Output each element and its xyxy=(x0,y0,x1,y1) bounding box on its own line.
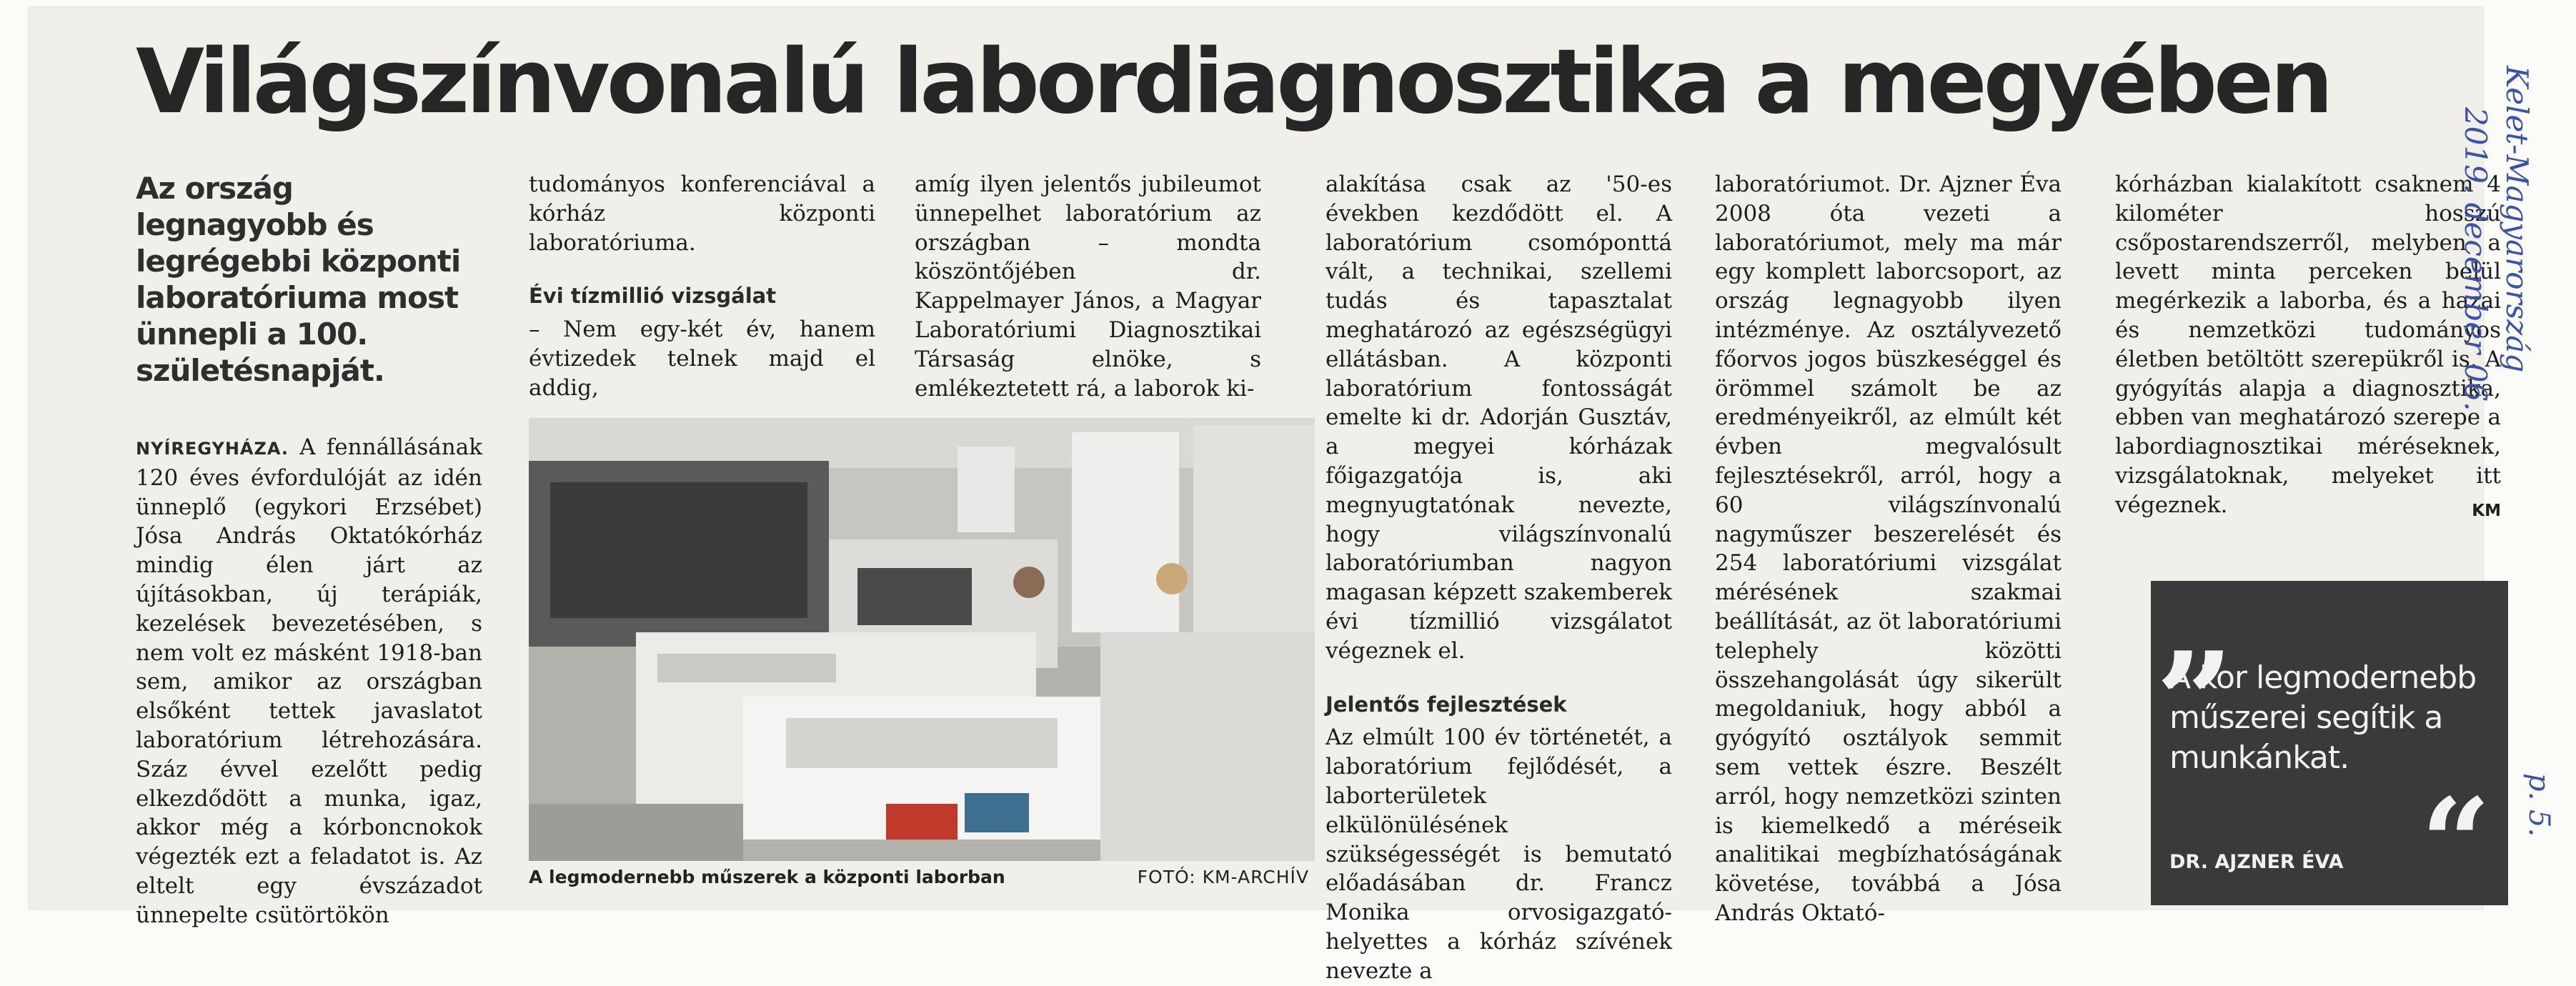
column-6-text: kórházban kialakított csaknem 4 kilométer hosszú csőpostarendszerről, melyben a levett minta perceken belül megérkezik a laborba, és a hazai és nemzetközi tudományos életben betöltött szerepükről is. A gyógyítás alapja a diagnosztika, ebben van meghatározó szerepe a labordiagnosztikai méréseknek, vizsgálatoknak, melyeket itt végeznek. xyxy=(2115,171,2501,518)
laboratory-photo-illustration xyxy=(529,418,1315,861)
pull-quote-text: A kor legmodernebb műszerei segítik a munkánkat. xyxy=(2169,659,2477,776)
dateline: NYÍREGYHÁZA. xyxy=(136,439,289,459)
author-signature: KM xyxy=(2472,501,2501,520)
article-column-5 xyxy=(1715,170,2062,928)
column-4-body: alakítása csak az '50-es években kezdődött el. A laboratórium csomóponttá vált, a technikai, szellemi tudás és tapasztalat meghatározó az egészségügyi ellátásban. A központi laboratórium fontosságát emelte ki dr. Adorján Gusztáv, a megyei kórházak főigazgatója is, aki megnyugtatónak nevezte, hogy világszínvonalú laboratóriumban nagyon magasan képzett szakemberek évi tízmillió vizsgálatot végeznek el. xyxy=(1326,171,1672,664)
open-quote-icon: „ xyxy=(2158,544,2237,704)
caption-text: A legmodernebb műszerek a központi laborban xyxy=(529,867,1005,887)
article-column-1 xyxy=(136,170,482,930)
laboratory-photo xyxy=(529,418,1315,861)
photo-caption xyxy=(529,862,1315,893)
handwritten-source-note: Kelet-Magyarország xyxy=(2500,66,2535,373)
photo-credit: FOTÓ: KM-ARCHÍV xyxy=(1137,867,1309,887)
column-3-body: amíg ilyen jelentős jubileumot ünnepelhet laboratórium az országban – mondta köszöntőjében dr. Kappelmayer János, a Magyar Laboratóriumi Diagnosztikai Társaság elnöke, s emlékeztetett rá, a laborok ki- xyxy=(915,171,1261,402)
close-quote-icon: “ xyxy=(2421,772,2491,915)
column-5-body: laboratóriumot. Dr. Ajzner Éva 2008 óta vezeti a laboratóriumot, mely ma már egy komplett laborcsoport, az ország legnagyobb ilyen intézménye. Az osztályvezető főorvos jogos büszkeséggel és örömmel számolt be az eredményeikről, az elmúlt két évben megvalósult fejlesztésekről, arról, hogy a 60 világszínvonalú nagyműszer beszerelését és 254 laboratóriumi vizsgálat mérésének szakmai beállítását, az öt laboratóriumi telephely közötti összehangolását úgy sikerült megoldaniuk, hogy abból a gyógyító osztályok semmit sem vettek észre. Beszélt arról, hogy nemzetközi szinten is kiemelkedő a méréseik analitikai megbízhatóságának követése, továbbá a Jósa András Oktató- xyxy=(1715,171,2062,926)
column-1-body: A fennállásának 120 éves évfordulóját az idén ünneplő (egykori Erzsébet) Jósa András Oktatókórház mindig élen járt az újításokban, új terápiák, kezelések bevezetésében, s nem volt ez másként 1918-ban sem, amikor az országban elsőként tettek javaslatot laboratórium létrehozására. Száz évvel ezelőtt pedig elkezdődött a munka, igaz, akkor még a kórboncnokok végezték ezt a feladatot is. Az eltelt egy évszázadot ünnepelte csütörtökön xyxy=(136,434,482,928)
column-1-text xyxy=(136,433,482,930)
handwritten-page-note: p. 5. xyxy=(2522,773,2555,837)
article-column-3 xyxy=(915,170,1261,403)
subhead-annual-tests: Évi tízmillió vizsgálat xyxy=(529,284,777,309)
headline: Világszínvonalú labordiagnosztika a megyében xyxy=(136,31,2330,134)
subhead-developments: Jelentős fejlesztések xyxy=(1326,692,1567,717)
lead-paragraph: Az ország legnagyobb és legrégebbi központi laboratóriuma most ünnepli a 100. születésnapját. xyxy=(136,171,461,388)
column-4-body-continued: Az elmúlt 100 év történetét, a laboratórium fejlődését, a laborterületek elkülönülésének szükségességét is bemutató előadásában dr. Francz Monika orvosigazgató-helyettes a kórház szívének nevezte a xyxy=(1326,724,1672,984)
column-2-body: tudományos konferenciával a kórház központi laboratóriuma. xyxy=(529,171,875,256)
newspaper-clipping xyxy=(29,7,2501,984)
pull-quote-box xyxy=(2151,544,2508,915)
article-column-4 xyxy=(1326,170,1672,986)
column-2-body-continued: – Nem egy-két év, hanem évtizedek telnek majd el addig, xyxy=(529,317,875,401)
article-column-2 xyxy=(529,170,875,403)
article-column-6 xyxy=(2115,170,2501,526)
pull-quote-author: DR. AJZNER ÉVA xyxy=(2169,851,2344,873)
column-6-body xyxy=(2115,170,2501,520)
handwritten-date-note: 2019. december 06. xyxy=(2458,107,2493,412)
